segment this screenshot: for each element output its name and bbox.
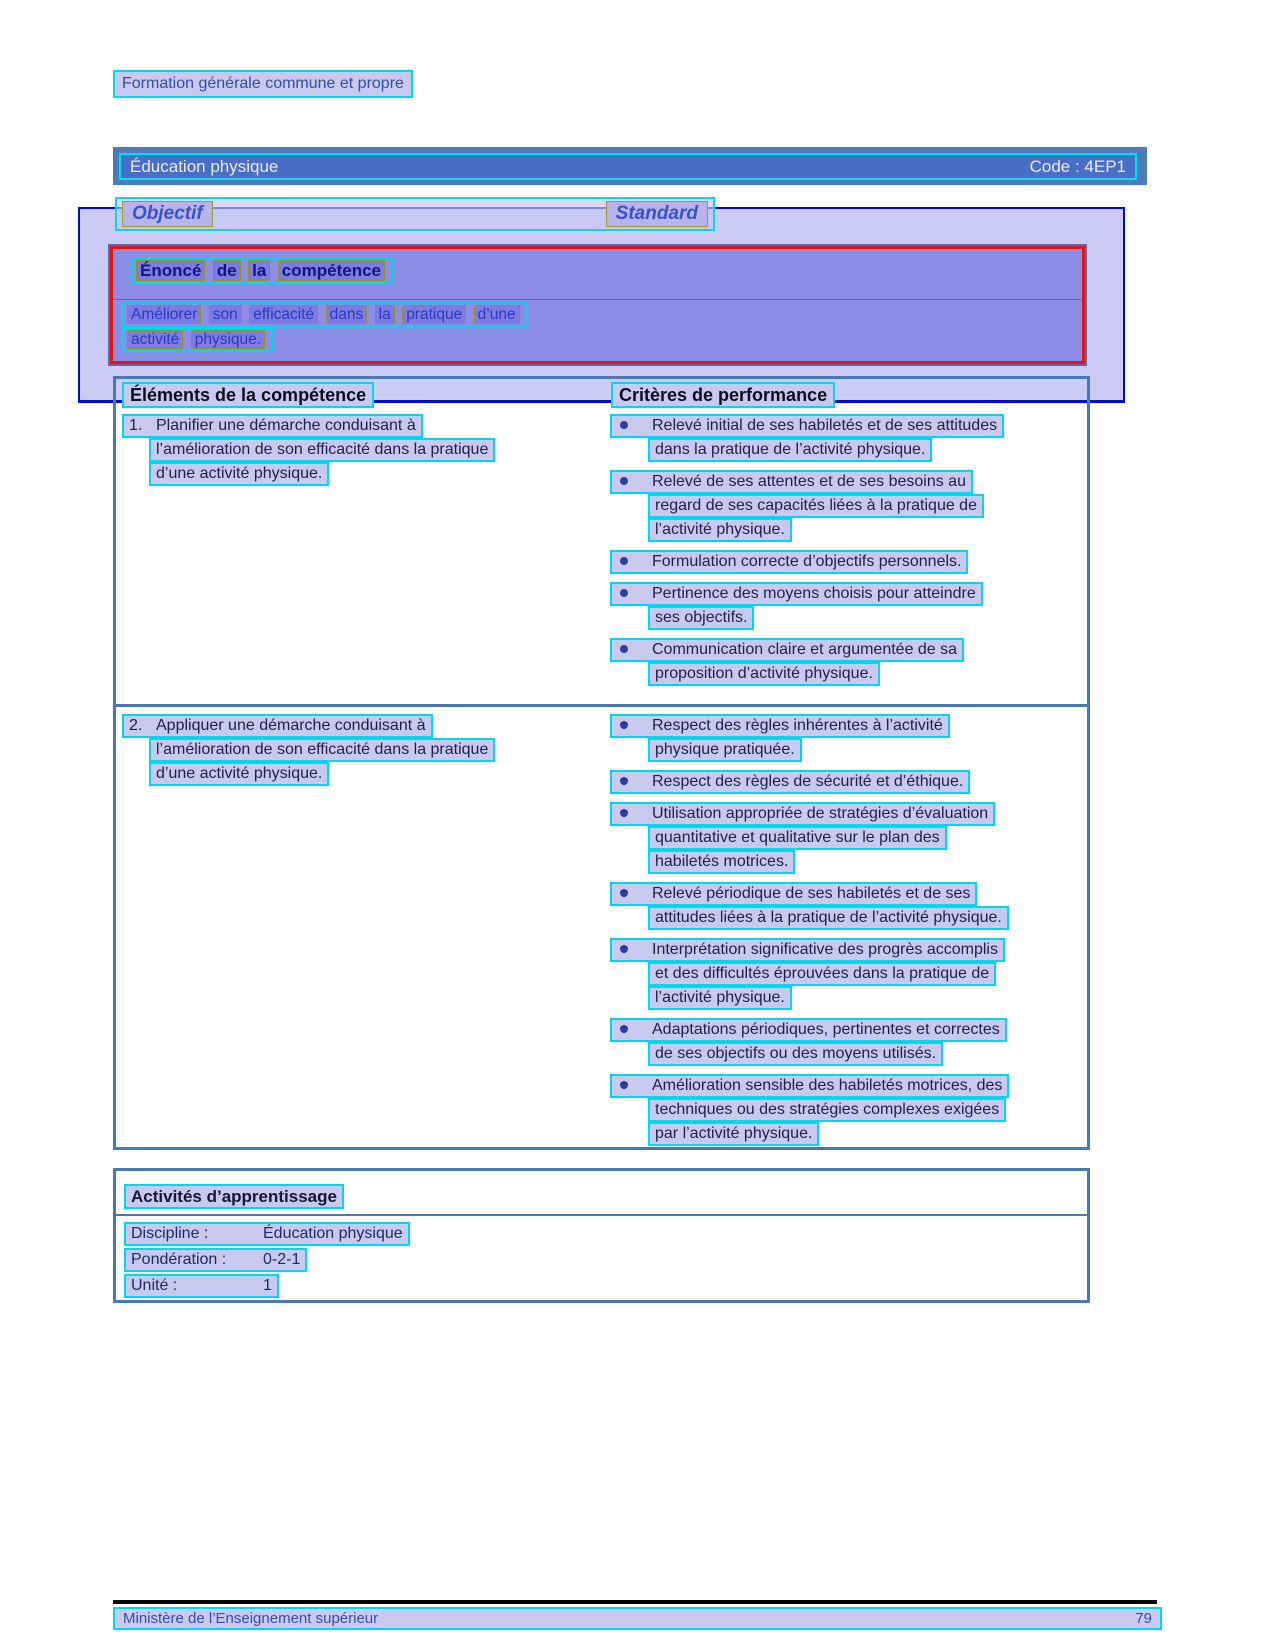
criterion-line xyxy=(610,582,983,606)
criterion-line xyxy=(610,470,973,494)
discipline-value: Éducation physique xyxy=(263,1225,403,1242)
criterion-line: par l’activité physique. xyxy=(648,1122,819,1146)
table-row xyxy=(116,407,1087,707)
bullet-icon xyxy=(620,809,628,817)
competence-table-header xyxy=(116,379,1087,407)
ponderation-label: Pondération : xyxy=(131,1251,227,1268)
activities-rows xyxy=(116,1216,1087,1298)
element-line xyxy=(122,714,433,738)
enonce-body-line xyxy=(122,302,528,327)
table-row xyxy=(116,707,1087,1154)
criterion-line xyxy=(610,1018,1007,1042)
enonce-word: Améliorer xyxy=(127,305,201,324)
footer-rule xyxy=(113,1600,1157,1604)
activities-section xyxy=(113,1168,1090,1303)
bullet-icon xyxy=(620,557,628,565)
activities-row-unite xyxy=(124,1274,279,1298)
ponderation-value: 0-2-1 xyxy=(263,1251,301,1268)
element-text: Planifier une démarche conduisant à xyxy=(156,417,416,434)
unite-label: Unité : xyxy=(131,1277,178,1294)
criterion-item xyxy=(610,550,1087,574)
bullet-icon xyxy=(620,477,628,485)
criterion-text: Adaptations périodiques, pertinentes et correctes xyxy=(652,1021,1000,1038)
bullet-icon xyxy=(620,945,628,953)
course-code: Code : 4EP1 xyxy=(1029,156,1126,176)
criterion-line xyxy=(610,770,970,794)
criterion-line xyxy=(610,638,964,662)
footer-ministry: Ministère de l’Enseignement supérieur xyxy=(123,1610,379,1627)
activities-row-discipline xyxy=(124,1222,410,1246)
page-title: Éducation physique xyxy=(130,156,279,176)
enonce-body-line xyxy=(122,327,273,352)
criterion-item xyxy=(610,470,1087,542)
criterion-item xyxy=(610,882,1087,930)
criterion-text: Respect des règles inhérentes à l’activité xyxy=(652,717,943,734)
element-text: Appliquer une démarche conduisant à xyxy=(156,717,426,734)
criterion-line: ses objectifs. xyxy=(648,606,754,630)
criterion-item xyxy=(610,770,1087,794)
enonce-word: dans xyxy=(326,305,368,324)
criterion-text: Relevé initial de ses habiletés et de ses attitudes xyxy=(652,417,998,434)
criterion-item xyxy=(610,638,1087,686)
criterion-text: Relevé de ses attentes et de ses besoins au xyxy=(652,473,966,490)
criterion-line xyxy=(610,1074,1009,1098)
criteria-cell xyxy=(603,707,1087,1154)
criterion-item xyxy=(610,1074,1087,1146)
criteria-cell xyxy=(603,407,1087,704)
footer xyxy=(113,1607,1162,1630)
activities-row-ponderation xyxy=(124,1248,307,1272)
criterion-line: techniques ou des stratégies complexes exigées xyxy=(648,1098,1006,1122)
enonce-word: activité xyxy=(127,330,183,349)
criterion-line xyxy=(610,550,968,574)
criterion-line xyxy=(610,802,995,826)
criterion-line: de ses objectifs ou des moyens utilisés. xyxy=(648,1042,943,1066)
enonce-title-word: la xyxy=(248,260,270,281)
title-bar xyxy=(113,147,1147,185)
bullet-icon xyxy=(620,645,628,653)
enonce-title-line xyxy=(131,257,393,284)
enonce-title-word: de xyxy=(213,260,241,281)
bullet-icon xyxy=(620,777,628,785)
enonce-word: efficacité xyxy=(249,305,318,324)
bullet-icon xyxy=(620,721,628,729)
bullet-icon xyxy=(620,1081,628,1089)
criterion-line: dans la pratique de l’activité physique. xyxy=(648,438,932,462)
bullet-icon xyxy=(620,889,628,897)
page-number: 79 xyxy=(1135,1610,1152,1627)
criterion-text: Formulation correcte d’objectifs personnels. xyxy=(652,553,962,570)
criterion-item xyxy=(610,414,1087,462)
criterion-item xyxy=(610,938,1087,1010)
discipline-label: Discipline : xyxy=(131,1225,209,1242)
enonce-title-row xyxy=(113,249,1082,300)
breadcrumb xyxy=(113,70,413,98)
criterion-item xyxy=(610,582,1087,630)
standard-label: Standard xyxy=(606,201,708,227)
criterion-line: regard de ses capacités liées à la pratique de xyxy=(648,494,984,518)
enonce-word: d’une xyxy=(474,305,520,324)
competence-table xyxy=(113,376,1090,1150)
enonce-competence-box xyxy=(110,246,1085,364)
criterion-text: Interprétation significative des progrès accomplis xyxy=(652,941,998,958)
enonce-word: physique. xyxy=(191,330,265,349)
criterion-line: attitudes liées à la pratique de l’activité physique. xyxy=(648,906,1009,930)
bullet-icon xyxy=(620,421,628,429)
criterion-text: Relevé périodique de ses habiletés et de ses xyxy=(652,885,971,902)
unite-value: 1 xyxy=(263,1277,272,1294)
enonce-word: son xyxy=(209,305,242,324)
enonce-word: la xyxy=(375,305,395,324)
element-line: d’une activité physique. xyxy=(149,762,329,786)
criterion-line: l’activité physique. xyxy=(648,986,792,1010)
criterion-line: quantitative et qualitative sur le plan des xyxy=(648,826,947,850)
criterion-item xyxy=(610,714,1087,762)
element-line: l’amélioration de son efficacité dans la pratique xyxy=(149,438,495,462)
enonce-title-word: compétence xyxy=(278,260,385,281)
criterion-line xyxy=(610,882,977,906)
enonce-title-word: Énoncé xyxy=(136,260,205,281)
criterion-text: Amélioration sensible des habiletés motrices, des xyxy=(652,1077,1003,1094)
criterion-text: Communication claire et argumentée de sa xyxy=(652,641,958,658)
criterion-line: proposition d’activité physique. xyxy=(648,662,880,686)
activities-title-row xyxy=(116,1171,1087,1216)
criterion-line: l’activité physique. xyxy=(648,518,792,542)
element-line xyxy=(122,414,423,438)
element-line: l’amélioration de son efficacité dans la pratique xyxy=(149,738,495,762)
objectif-standard-section xyxy=(78,203,1125,403)
activities-title: Activités d’apprentissage xyxy=(124,1184,344,1209)
element-number: 2. xyxy=(129,717,143,734)
criterion-line xyxy=(610,714,950,738)
element-number: 1. xyxy=(129,417,143,434)
element-cell xyxy=(116,407,603,704)
element-line: d’une activité physique. xyxy=(149,462,329,486)
criterion-item xyxy=(610,1018,1087,1066)
criterion-line: physique pratiquée. xyxy=(648,738,802,762)
objectif-standard-header xyxy=(115,197,715,231)
criterion-line: et des difficultés éprouvées dans la pratique de xyxy=(648,962,996,986)
criterion-text: Pertinence des moyens choisis pour atteindre xyxy=(652,585,976,602)
column-header-elements: Éléments de la compétence xyxy=(122,382,374,408)
criterion-item xyxy=(610,802,1087,874)
bullet-icon xyxy=(620,589,628,597)
criterion-text: Respect des règles de sécurité et d’éthique. xyxy=(652,773,964,790)
criterion-line: habiletés motrices. xyxy=(648,850,795,874)
element-cell xyxy=(116,707,603,1154)
criterion-line xyxy=(610,414,1004,438)
enonce-body xyxy=(113,300,1082,352)
bullet-icon xyxy=(620,1025,628,1033)
enonce-word: pratique xyxy=(402,305,466,324)
title-bar-highlight xyxy=(119,153,1137,180)
criterion-line xyxy=(610,938,1005,962)
objectif-label: Objectif xyxy=(122,201,213,227)
column-header-criteres: Critères de performance xyxy=(611,382,835,408)
breadcrumb-text: Formation générale commune et propre xyxy=(113,70,413,98)
criterion-text: Utilisation appropriée de stratégies d’évaluation xyxy=(652,805,989,822)
